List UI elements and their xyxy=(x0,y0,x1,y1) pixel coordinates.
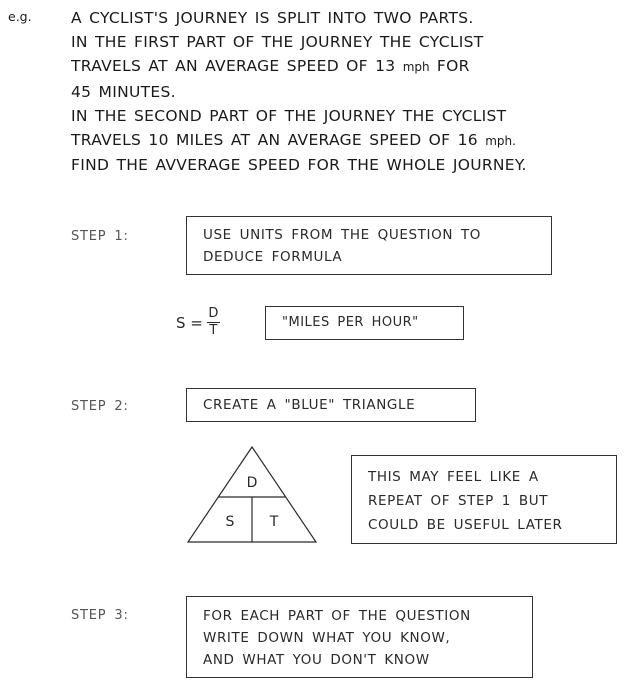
step-3-box xyxy=(186,596,533,678)
question-line-1: A CYCLIST'S JOURNEY IS SPLIT INTO TWO PARTS. xyxy=(71,9,474,27)
note-line-2: REPEAT OF STEP 1 BUT xyxy=(368,493,549,509)
step-1-label: STEP 1: xyxy=(71,229,129,244)
question-line-6-text: TRAVELS 10 MILES AT AN AVERAGE SPEED OF xyxy=(71,131,458,150)
speed-2-unit: mph. xyxy=(485,134,516,149)
step-3-box-line-3: AND WHAT YOU DON'T KNOW xyxy=(203,652,430,668)
triangle-distance: D xyxy=(246,475,258,491)
question-line-3 xyxy=(71,54,637,79)
step-3-box-line-1: FOR EACH PART OF THE QUESTION xyxy=(203,608,471,624)
note-line-1: THIS MAY FEEL LIKE A xyxy=(368,469,539,485)
step-2-box: CREATE A "BLUE" TRIANGLE xyxy=(186,388,476,422)
question-line-3-text: TRAVELS AT AN AVERAGE SPEED OF xyxy=(71,57,376,76)
question-line-5: IN THE SECOND PART OF THE JOURNEY THE CYCLIST xyxy=(71,106,507,125)
question-line-7: FIND THE AVVERAGE SPEED FOR THE WHOLE JOURNEY. xyxy=(71,156,527,175)
triangle-time: T xyxy=(269,514,279,530)
formula-lhs: S = xyxy=(176,313,203,332)
units-box: "MILES PER HOUR" xyxy=(265,306,464,340)
triangle-speed: S xyxy=(225,514,235,530)
step-1-box-line-2: DEDUCE FORMULA xyxy=(203,249,343,265)
step-3-label: STEP 3: xyxy=(71,608,129,623)
example-label: e.g. xyxy=(8,9,32,24)
note-line-3: COULD BE USEFUL LATER xyxy=(368,517,563,533)
question-line-6 xyxy=(71,128,637,153)
question-line-4: 45 MINUTES. xyxy=(71,82,176,101)
formula-denominator: T xyxy=(209,323,218,338)
question-text xyxy=(71,6,637,177)
step-1-box xyxy=(186,216,552,275)
formula-numerator: D xyxy=(208,306,219,321)
step-2-note xyxy=(351,455,617,544)
speed-1-suffix: FOR xyxy=(429,57,470,76)
speed-formula xyxy=(176,307,220,338)
speed-1-unit: mph xyxy=(402,60,430,75)
speed-2-value: 16 xyxy=(457,131,478,150)
question-line-2: IN THE FIRST PART OF THE JOURNEY THE CYCLIST xyxy=(71,33,484,52)
dst-triangle xyxy=(186,445,318,543)
formula-fraction xyxy=(207,307,220,338)
step-1-box-line-1: USE UNITS FROM THE QUESTION TO xyxy=(203,227,481,243)
step-2-label: STEP 2: xyxy=(71,399,129,414)
step-3-box-line-2: WRITE DOWN WHAT YOU KNOW, xyxy=(203,630,451,646)
speed-1-value: 13 xyxy=(375,57,396,76)
